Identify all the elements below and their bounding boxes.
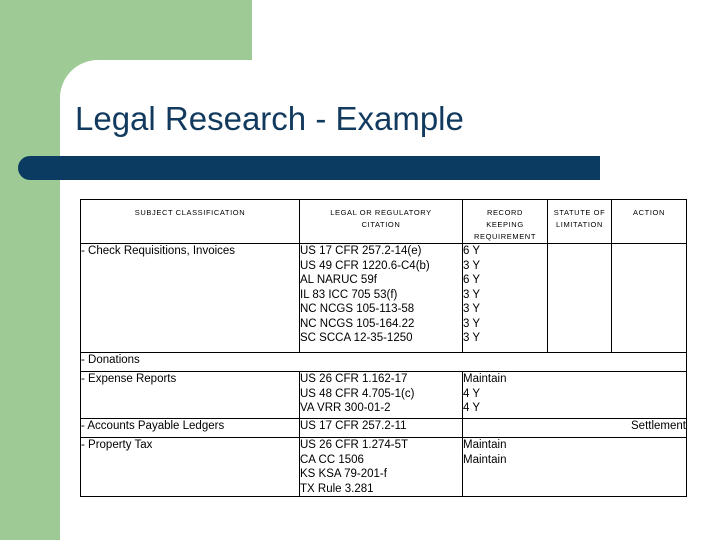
table-header-row [81,200,687,244]
background-green-strip [0,0,60,540]
record-cell: 6 Y 3 Y 6 Y 3 Y 3 Y 3 Y 3 Y [463,244,548,353]
subject-cell: - Check Requisitions, Invoices [81,244,300,353]
title-underline-bar [18,156,600,180]
header-action: ACTION [612,200,687,244]
table-row-expense-reports [81,372,687,419]
subject-cell: - Expense Reports [81,372,300,419]
legal-research-table [80,199,687,497]
header-record-keeping: RECORD KEEPING REQUIREMENT [463,200,548,244]
citation-cell: US 17 CFR 257.2-14(e) US 49 CFR 1220.6-C4(b) AL NARUC 59f IL 83 ICC 705 53(f) NC NCGS 105-113-58 NC NCGS 105-164.22 SC SCCA 12-35-1250 [300,244,463,353]
subject-cell: - Accounts Payable Ledgers [81,419,300,438]
action-cell: Settlement [463,419,687,438]
table-row-accounts-payable [81,419,687,438]
subject-cell: - Donations [81,353,687,372]
statute-cell [548,244,612,353]
header-statute-of-limitation: STATUTE OF LIMITATION [548,200,612,244]
record-cell: Maintain Maintain [463,438,687,497]
header-legal-citation: LEGAL OR REGULATORY CITATION [300,200,463,244]
slide-title: Legal Research - Example [75,100,464,137]
table-row-property-tax [81,438,687,497]
citation-cell: US 26 CFR 1.274-5T CA CC 1506 KS KSA 79-201-f TX Rule 3.281 [300,438,463,497]
action-cell [612,244,687,353]
citation-cell: US 26 CFR 1.162-17 US 48 CFR 4.705-1(c) VA VRR 300-01-2 [300,372,463,419]
table-row-check-requisitions [81,244,687,353]
table-row-donations [81,353,687,372]
header-subject-classification: SUBJECT CLASSIFICATION [81,200,300,244]
subject-cell: - Property Tax [81,438,300,497]
citation-cell: US 17 CFR 257.2-11 [300,419,463,438]
record-cell: Maintain 4 Y 4 Y [463,372,687,419]
